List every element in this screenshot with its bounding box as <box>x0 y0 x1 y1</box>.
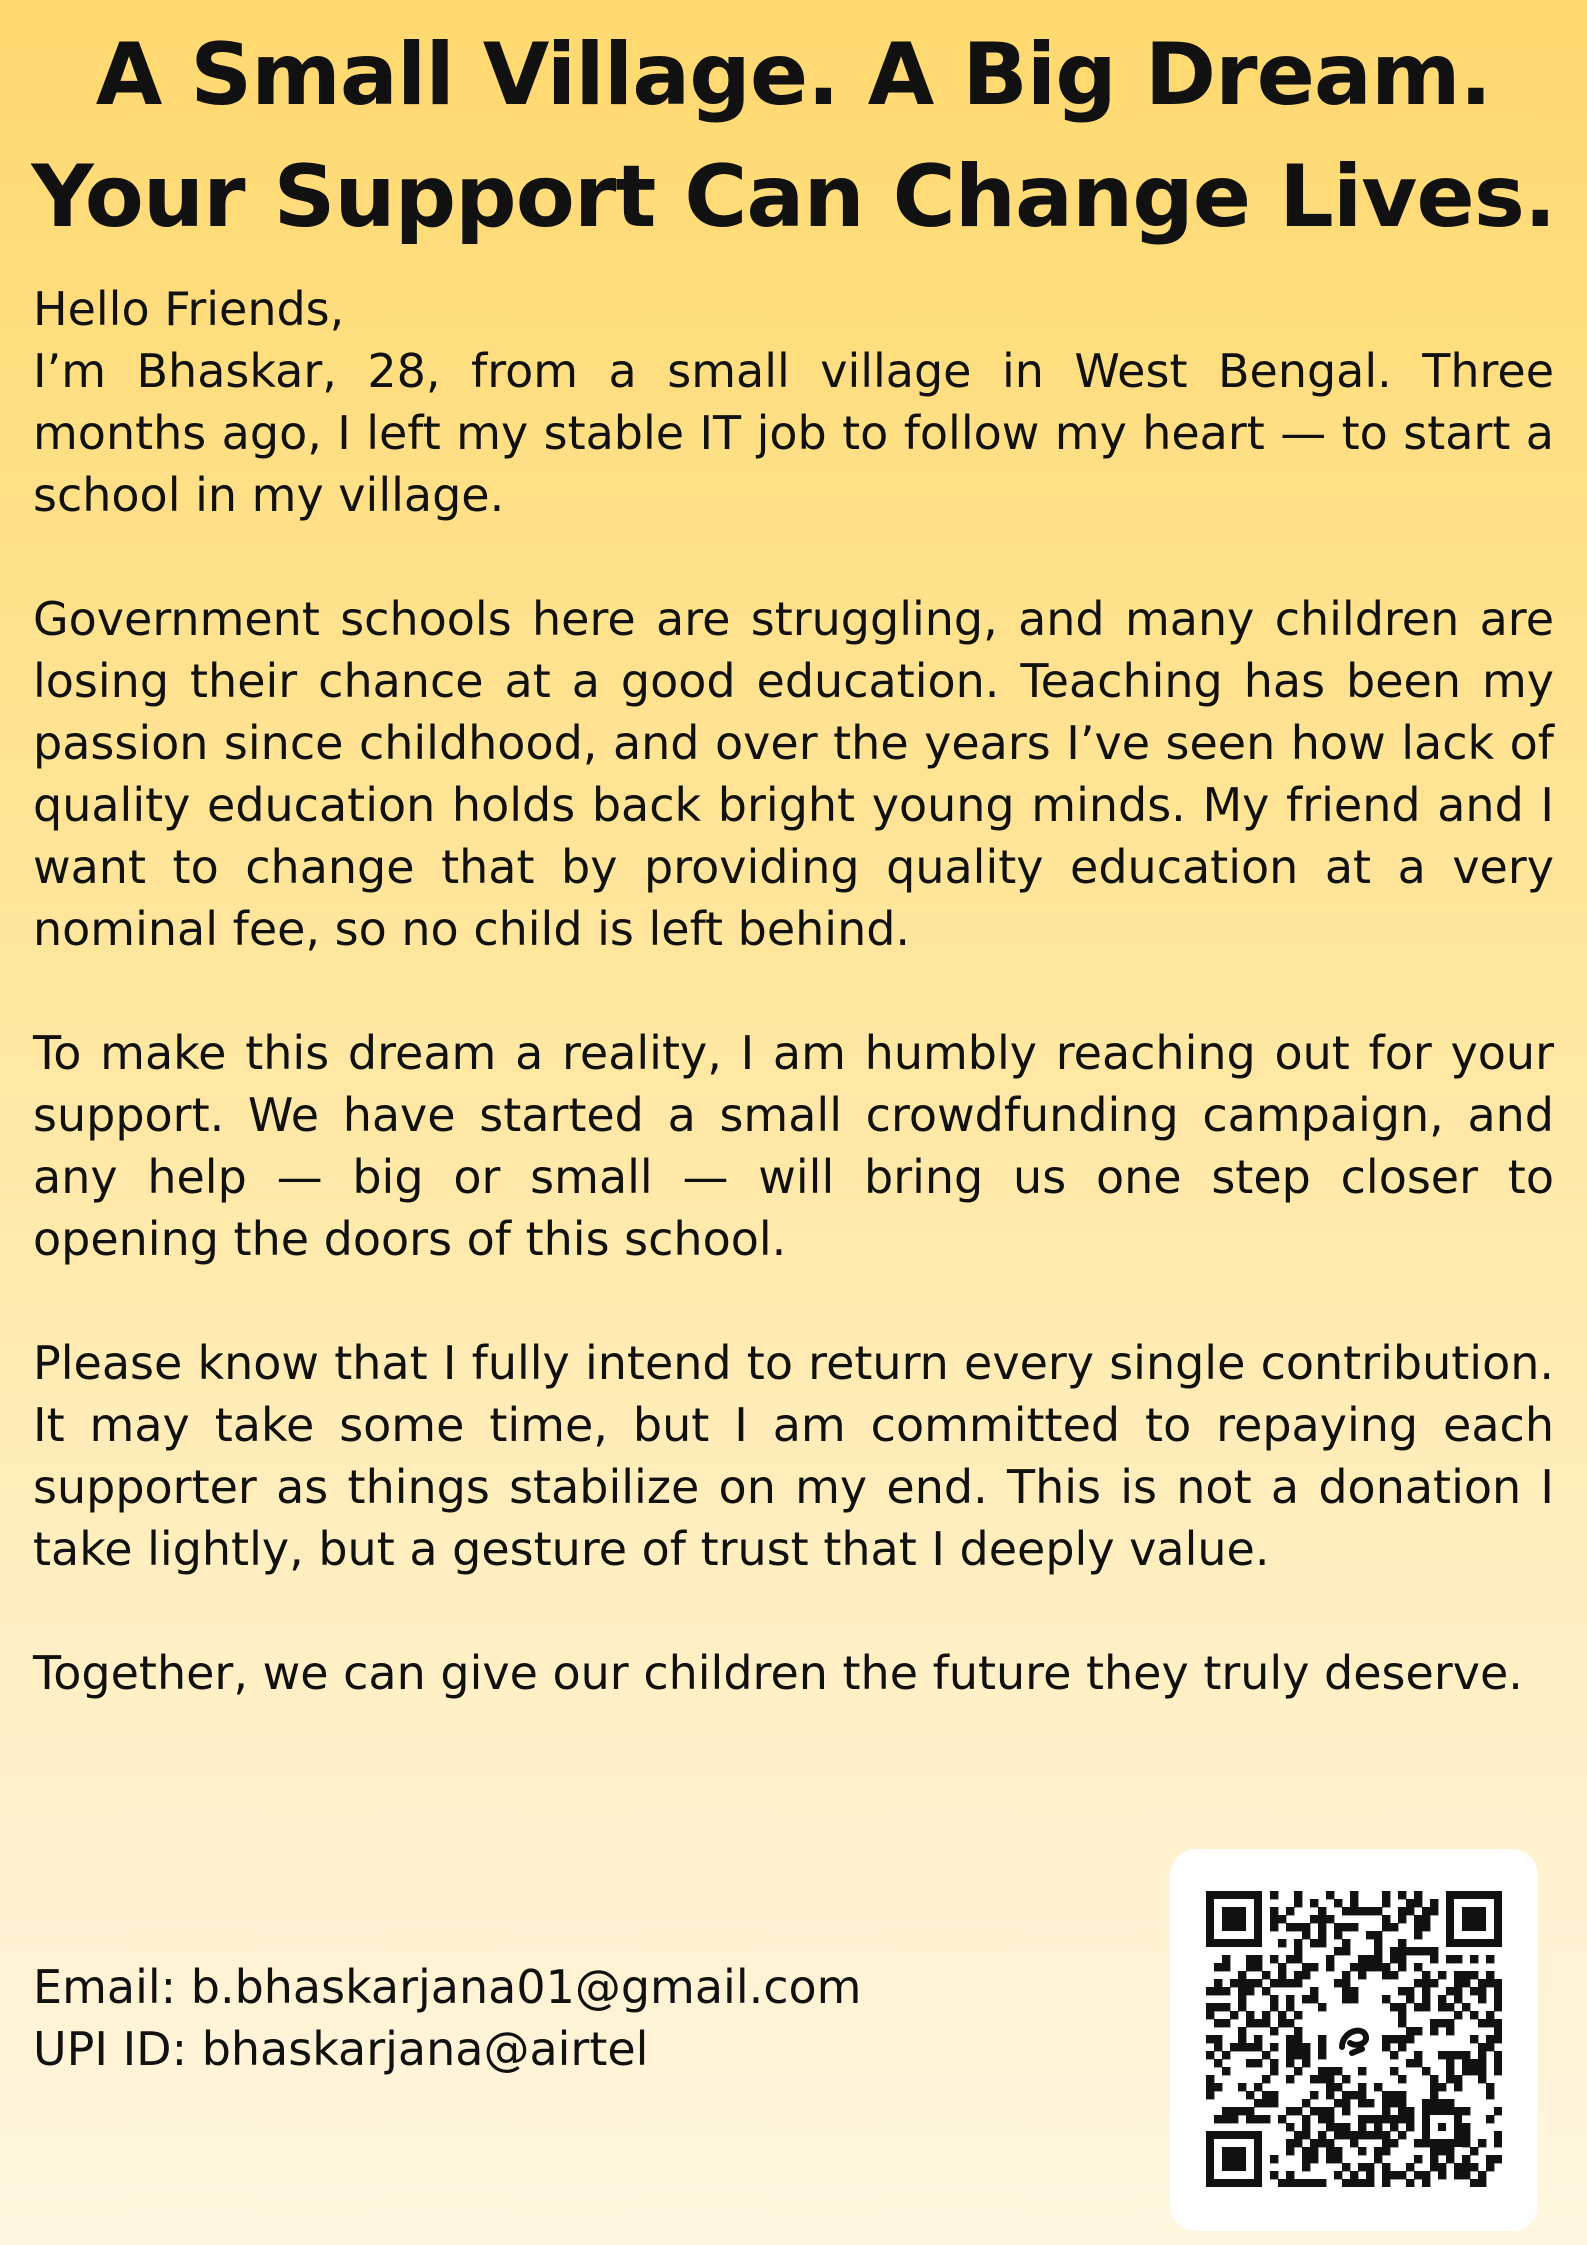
letter-body <box>33 278 1554 1704</box>
email-address[interactable]: Email: b.bhaskarjana01@gmail.com <box>33 1960 862 2014</box>
intro-paragraph: I’m Bhaskar, 28, from a small village in West Bengal. Three months ago, I left my stable IT job to follow my heart — to start a school in my village. <box>33 344 1554 522</box>
greeting: Hello Friends, <box>33 282 345 336</box>
upi-id[interactable]: UPI ID: bhaskarjana@airtel <box>33 2022 649 2076</box>
paragraph-repayment: Please know that I fully intend to return every single contribution. It may take some time, but I am committed to repaying each supporter as things stabilize on my end. This is not a donation I take lightly, but a gesture of trust that I deeply value. <box>33 1336 1554 1576</box>
qr-card[interactable] <box>1170 1849 1538 2231</box>
headline <box>0 14 1587 258</box>
headline-line-2: Your Support Can Change Lives. <box>31 147 1556 247</box>
contact-block <box>33 1956 861 2080</box>
paragraph-together: Together, we can give our children the future they truly deserve. <box>33 1646 1523 1700</box>
qr-center-logo <box>1328 2013 1380 2065</box>
paragraph-schools: Government schools here are struggling, and many children are losing their chance at a good education. Teaching has been my passion since childhood, and over the years I’ve seen how lack of quality education holds back bright young minds. My friend and I want to change that by providing quality education at a very nominal fee, so no child is left behind. <box>33 592 1554 956</box>
paragraph-support: To make this dream a reality, I am humbly reaching out for your support. We have started a small crowdfunding campaign, and any help — big or small — will bring us one step closer to opening the doors of this school. <box>33 1026 1554 1266</box>
headline-line-1: A Small Village. A Big Dream. <box>95 25 1492 125</box>
qr-code-icon[interactable] <box>1206 1891 1502 2187</box>
